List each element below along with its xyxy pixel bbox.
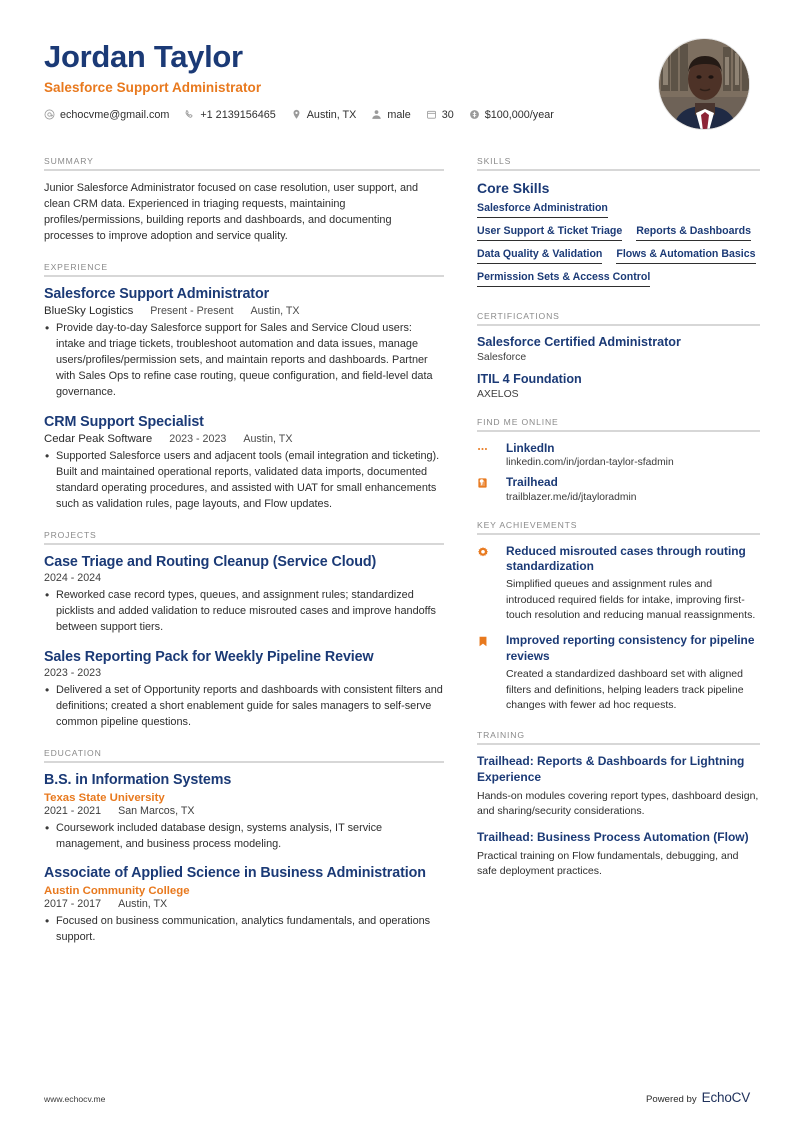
education-entry	[44, 865, 444, 945]
entry-dates: 2023 - 2023	[44, 667, 102, 680]
entry-dates: 2024 - 2024	[44, 572, 102, 585]
contact-salary-value: $100,000/year	[484, 108, 554, 121]
skill-tag: Salesforce Administration	[477, 202, 608, 218]
bullet-item: • Supported Salesforce users and adjacent tools (email integration and ticketing). Built and maintained operational reports, validated data imports, documented standard operating procedures, and assisted with UAT for small enhancements such as validation rules, page layouts, and Flow updates.	[44, 449, 444, 513]
header-left	[44, 38, 640, 121]
online-link-item[interactable]	[477, 441, 760, 468]
gear-icon	[477, 544, 492, 559]
footer-powered-label: Powered by	[646, 1094, 697, 1105]
achievement-title: Improved reporting consistency for pipeline reviews	[506, 633, 755, 663]
section-divider	[477, 743, 760, 745]
online-link-body	[492, 441, 760, 468]
online-link-label[interactable]: Trailhead	[506, 475, 558, 490]
money-icon	[469, 109, 480, 120]
entry-org: Austin Community College	[44, 884, 190, 897]
linkedin-dots-icon	[477, 441, 492, 455]
section-summary	[44, 156, 444, 245]
section-label-summary: SUMMARY	[44, 156, 94, 166]
bullet-item: • Delivered a set of Opportunity reports and dashboards with consistent filters and definitions; created a short enablement guide for sales managers to self-serve common pipeline questions.	[44, 683, 444, 731]
calendar-icon	[426, 109, 437, 120]
footer-brand: EchoCV	[701, 1090, 750, 1105]
training-title: Trailhead: Business Process Automation (Flow)	[477, 830, 749, 844]
online-link-label[interactable]: LinkedIn	[506, 441, 555, 456]
training-description: Practical training on Flow fundamentals, debugging, and safe deployment practices.	[477, 849, 739, 877]
contact-salary	[469, 109, 554, 121]
certification-name: ITIL 4 Foundation	[477, 372, 582, 387]
achievement-item	[477, 544, 760, 624]
skill-tag: Permission Sets & Access Control	[477, 271, 650, 287]
project-entry	[44, 649, 444, 731]
achievement-description: Created a standardized dashboard set with aligned filters and definitions, helping leaders track pipeline changes with fewer ad hoc requests.	[506, 668, 744, 712]
entry-location: Austin, TX	[250, 305, 300, 317]
avatar	[658, 38, 750, 130]
section-label-experience: EXPERIENCE	[44, 261, 108, 272]
contact-age	[426, 109, 454, 121]
contact-location	[291, 109, 357, 121]
online-link-body	[492, 475, 760, 502]
certification-name: Salesforce Certified Administrator	[477, 335, 681, 349]
entry-title: CRM Support Specialist	[44, 413, 204, 430]
bullet-item: • Focused on business communication, analytics fundamentals, and operations support.	[44, 914, 444, 946]
section-divider	[44, 761, 444, 763]
training-item	[477, 754, 760, 819]
entry-meta	[44, 305, 444, 317]
training-description: Hands-on modules covering report types, dashboard design, and sharing/security considerations.	[477, 789, 759, 817]
project-entry	[44, 554, 444, 636]
section-label-education: EDUCATION	[44, 748, 102, 759]
online-link-item[interactable]	[477, 475, 760, 502]
entry-bullets	[44, 683, 444, 731]
entry-location: Austin, TX	[118, 897, 168, 910]
section-divider	[44, 169, 444, 171]
online-link-url[interactable]: trailblazer.me/id/jtayloradmin	[506, 491, 637, 503]
experience-entry	[44, 414, 444, 513]
footer-site-url[interactable]: www.echocv.me	[44, 1094, 106, 1104]
section-label-certifications: CERTIFICATIONS	[477, 311, 560, 321]
section-divider	[477, 430, 760, 432]
entry-meta	[44, 898, 444, 910]
section-divider	[477, 533, 760, 535]
section-education	[44, 748, 444, 946]
entry-title: Case Triage and Routing Cleanup (Service Cloud)	[44, 553, 377, 570]
section-label-training: TRAINING	[477, 730, 525, 741]
entry-meta	[44, 667, 444, 679]
section-find-me-online	[477, 417, 760, 502]
page-title: Jordan Taylor	[44, 39, 243, 74]
achievement-description: Simplified queues and assignment rules and introduced required fields for intake, improving first-touch resolution and reducing manual reassignments.	[506, 578, 756, 622]
contact-age-value: 30	[441, 108, 454, 121]
certification-item	[477, 335, 760, 363]
entry-location: San Marcos, TX	[118, 804, 195, 817]
entry-title: B.S. in Information Systems	[44, 772, 232, 789]
entry-org: Texas State University	[44, 791, 165, 804]
section-label-projects: PROJECTS	[44, 529, 97, 540]
training-item	[477, 830, 760, 879]
phone-icon	[184, 109, 195, 120]
contact-gender-value: male	[387, 108, 411, 121]
contact-row	[44, 109, 640, 121]
entry-bullets	[44, 321, 444, 401]
entry-meta	[44, 572, 444, 584]
entry-title: Sales Reporting Pack for Weekly Pipeline Review	[44, 648, 374, 665]
section-divider	[44, 275, 444, 277]
experience-entry	[44, 286, 444, 401]
contact-phone-value: +1 2139156465	[200, 108, 276, 121]
section-label-skills: SKILLS	[477, 156, 512, 166]
entry-dates: Present - Present	[150, 305, 234, 317]
achievement-item	[477, 633, 760, 713]
sidebar-column	[477, 156, 760, 896]
bullet-item: • Coursework included database design, systems analysis, IT service management, and business process modeling.	[44, 821, 444, 853]
bullet-item: • Provide day-to-day Salesforce support for Sales and Service Cloud users: intake and triage tickets, troubleshoot automation and data issues, manage users/profiles/permission sets, and maintain reports and dashboards. Partner with Sales Ops to refine case routing, queue configuration, and field-level data governance.	[44, 321, 444, 401]
contact-email	[44, 109, 169, 121]
education-entry	[44, 772, 444, 852]
entry-location: Austin, TX	[243, 433, 293, 446]
contact-email-value: echocvme@gmail.com	[60, 108, 170, 121]
entry-title: Associate of Applied Science in Business Administration	[44, 865, 426, 882]
section-divider	[44, 543, 444, 545]
entry-dates: 2017 - 2017	[44, 897, 102, 910]
skill-tag: User Support & Ticket Triage	[477, 225, 622, 241]
job-title: Salesforce Support Administrator	[44, 79, 262, 95]
resume-columns	[44, 156, 759, 963]
entry-meta	[44, 433, 444, 445]
achievement-title: Reduced misrouted cases through routing standardization	[506, 543, 746, 573]
section-experience	[44, 262, 444, 513]
main-column	[44, 156, 444, 963]
achievement-body	[492, 633, 760, 713]
person-icon	[371, 109, 382, 120]
trailhead-badge-icon	[477, 475, 492, 489]
entry-dates: 2021 - 2021	[44, 804, 102, 817]
contact-location-value: Austin, TX	[306, 108, 357, 121]
entry-institution	[44, 885, 444, 897]
section-training	[477, 730, 760, 879]
certification-issuer: AXELOS	[477, 389, 519, 401]
entry-meta	[44, 805, 444, 817]
entry-org: Cedar Peak Software	[44, 433, 153, 446]
entry-title: Salesforce Support Administrator	[44, 285, 270, 302]
section-certifications	[477, 311, 760, 400]
section-divider	[477, 169, 760, 171]
online-link-url[interactable]: linkedin.com/in/jordan-taylor-sfadmin	[506, 457, 674, 469]
footer-powered-by	[646, 1090, 750, 1105]
entry-bullets	[44, 449, 444, 513]
skill-tag: Data Quality & Validation	[477, 248, 602, 264]
contact-phone	[184, 109, 275, 121]
map-pin-icon	[291, 109, 302, 120]
training-title: Trailhead: Reports & Dashboards for Lightning Experience	[477, 754, 745, 784]
resume-header	[44, 38, 750, 130]
page-footer	[44, 1090, 750, 1105]
section-label-find-me-online: FIND ME ONLINE	[477, 417, 559, 428]
certification-item	[477, 372, 760, 400]
entry-dates: 2023 - 2023	[169, 433, 227, 446]
skill-tag: Flows & Automation Basics	[616, 248, 755, 264]
bullet-item: • Reworked case record types, queues, and assignment rules; standardized picklists and added validation to reduce misrouted cases and improve handoffs between support tiers.	[44, 588, 444, 636]
entry-bullets	[44, 588, 444, 636]
entry-bullets	[44, 914, 444, 946]
at-sign-icon	[44, 109, 55, 120]
entry-bullets	[44, 821, 444, 853]
entry-org: BlueSky Logistics	[44, 305, 134, 317]
section-key-achievements	[477, 520, 760, 714]
section-label-key-achievements: KEY ACHIEVEMENTS	[477, 519, 578, 530]
achievement-body	[492, 544, 760, 624]
contact-gender	[371, 109, 410, 121]
certification-issuer: Salesforce	[477, 352, 527, 364]
summary-text: Junior Salesforce Administrator focused on case resolution, user support, and clean CRM data. Experienced in triaging requests, maintaining profiles/permissions, building reports and dashboards, and documenting processes to improve adoption and service quality.	[44, 182, 419, 243]
bookmark-icon	[477, 633, 492, 648]
section-skills	[477, 156, 760, 294]
section-projects	[44, 530, 444, 731]
skills-group-title: Core Skills	[477, 180, 550, 196]
section-divider	[477, 324, 760, 326]
skill-tag: Reports & Dashboards	[636, 225, 751, 241]
skill-tag-list	[477, 202, 760, 294]
entry-institution	[44, 792, 444, 804]
